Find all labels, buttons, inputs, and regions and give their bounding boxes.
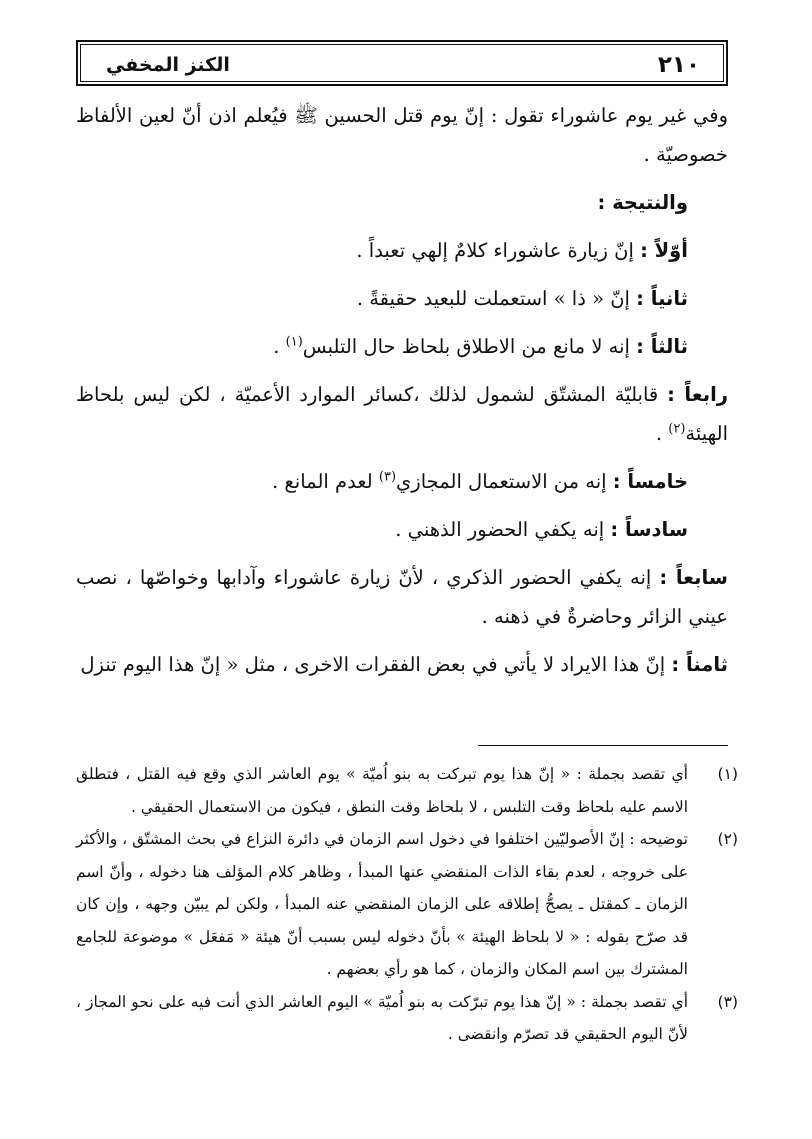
footnote-3 — [76, 986, 738, 1051]
point-1 — [76, 231, 728, 270]
point-tail: . — [273, 335, 286, 358]
point-text: إنّ « ذا » استعملت للبعيد حقيقةً . — [356, 287, 637, 310]
point-8 — [76, 645, 728, 684]
point-text: إنّ زيارة عاشوراء كلامٌ إلهي تعبداً . — [356, 239, 641, 262]
point-text: إنه لا مانع من الاطلاق بلحاظ حال التلبس — [302, 335, 637, 358]
result-heading — [76, 183, 728, 222]
point-text: إنه يكفي الحضور الذهني . — [395, 518, 611, 541]
footnote-1 — [76, 758, 738, 823]
point-4 — [76, 375, 728, 453]
point-3 — [76, 327, 728, 366]
point-lead: ثانياً : — [636, 287, 688, 310]
page-header — [76, 40, 728, 86]
main-text — [76, 96, 728, 684]
book-title: الكنز المخفي — [106, 54, 230, 76]
point-5 — [76, 462, 728, 501]
point-text: إنّ هذا الايراد لا يأتي في بعض الفقرات الاخرى ، مثل « إنّ هذا اليوم تنزل — [80, 653, 672, 676]
footnote-2 — [76, 823, 738, 986]
footnote-number: (١) — [717, 765, 738, 783]
point-lead: ثامناً : — [671, 653, 728, 676]
point-tail: لعدم المانع . — [272, 470, 379, 493]
point-lead: سابعاً : — [659, 566, 728, 589]
point-lead: ثالثاً : — [636, 335, 688, 358]
footnotes — [76, 758, 738, 1051]
point-lead: رابعاً : — [667, 383, 728, 406]
point-6 — [76, 510, 728, 549]
footnote-number: (٢) — [717, 830, 738, 848]
footnote-ref[interactable]: (٢) — [668, 421, 686, 437]
footnote-text: توضيحه : إنّ الأصوليّين اختلفوا في دخول اسم الزمان في دائرة النزاع في بحث المشتّق ، والأكثر على خروجه ، لعدم بقاء الذات المنقضي عنها المبدأ ، وظاهر كلام المؤلف هنا دخوله ، وأنّ اسم الزمان ـ كمقتل ـ يصحُّ إطلاقه على الزمان المنقضي عنه المبدأ ، ولكن لم يبيّن وجهه ، وإن كان قد صرّح بقوله : « لا بلحاظ الهيئة » بأنّ دخوله ليس بسبب أنّ هيئة « مَفعَل » موضوعة للجامع المشترك بين اسم المكان والزمان ، كما هو رأي بعضهم . — [76, 830, 688, 978]
point-2 — [76, 279, 728, 318]
point-text: قابليّة المشتّق لشمول لذلك ،كسائر الموارد الأعميّة ، لكن ليس بلحاظ الهيئة — [76, 383, 728, 445]
footnote-text: أي تقصد بجملة : « إنّ هذا يوم تبركت به بنو اُميّة » يوم العاشر الذي وقع فيه القتل ، فتطلق الاسم عليه بلحاظ وقت التلبس ، لا بلحاظ وقت النطق ، فيكون من الاستعمال الحقيقي . — [76, 765, 688, 816]
point-lead: خامساً : — [612, 470, 688, 493]
point-text: إنه يكفي الحضور الذكري ، لأنّ زيارة عاشوراء وآدابها وخواصّها ، نصب عيني الزائر وحاضرةٌ في ذهنه . — [76, 566, 728, 628]
footnote-separator — [478, 745, 728, 746]
result-heading-label: والنتيجة : — [597, 191, 688, 214]
point-lead: أوّلاً : — [640, 239, 688, 262]
footnote-number: (٣) — [717, 992, 738, 1011]
intro-paragraph: وفي غير يوم عاشوراء تقول : إنّ يوم قتل الحسين ﷺ فيُعلم اذن أنّ لعين الألفاظ خصوصيّة . — [76, 104, 728, 166]
point-lead: سادساً : — [610, 518, 688, 541]
page-number: ٢١٠ — [657, 52, 700, 78]
footnote-ref[interactable]: (١) — [285, 334, 303, 350]
point-7 — [76, 558, 728, 636]
point-tail: . — [655, 422, 669, 445]
point-text: إنه من الاستعمال المجازي — [396, 470, 613, 493]
footnote-ref[interactable]: (٣) — [378, 469, 397, 485]
footnote-text: أي تقصد بجملة : « إنّ هذا يوم تبرّكت به بنو اُميّة » اليوم العاشر الذي أنت فيه على نحو المجاز ، لأنّ اليوم الحقيقي قد تصرّم وانقضى . — [76, 992, 688, 1043]
